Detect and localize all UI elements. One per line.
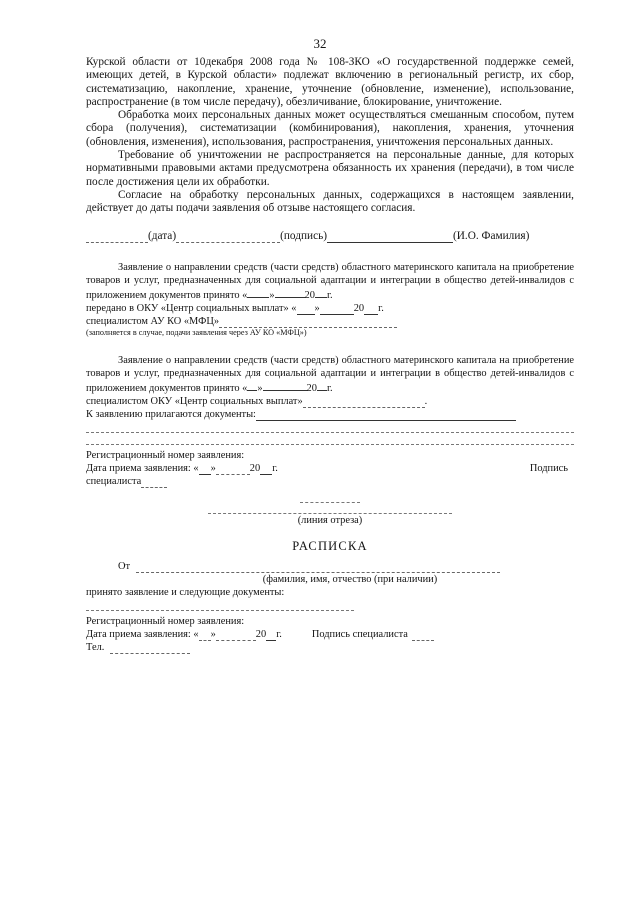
block2-year-field[interactable] xyxy=(317,380,327,391)
receipt-phone-field[interactable] xyxy=(110,643,190,654)
receipt-docs-line[interactable] xyxy=(86,599,354,611)
block1-year-suffix: г. xyxy=(326,289,333,301)
block1-note: (заполняется в случае, подачи заявления через АУ КО «МФЦ») xyxy=(86,327,307,337)
page-number: 32 xyxy=(313,36,327,51)
block1-transfer-quote: » xyxy=(314,302,320,314)
block1-month-field[interactable] xyxy=(275,287,305,298)
block1-transfer-label: передано в ОКУ «Центр социальных выплат» « xyxy=(86,302,297,314)
receipt-signature-label: Подпись специалиста xyxy=(311,628,408,640)
name-label: (И.О. Фамилия) xyxy=(453,229,530,242)
date-field[interactable] xyxy=(86,232,148,243)
receipt-date-year-suffix: г. xyxy=(276,628,282,640)
signature-label: (подпись) xyxy=(280,229,327,242)
block1-statement: Заявление о направлении средств (части средств) областного материнского капитала на приобретение товаров и услуг, предназначенных для социальной адаптации и интеграции в общество детей-инвалидов с приложением документов принято « xyxy=(86,261,574,301)
block2-date-year-suffix: г. xyxy=(272,462,278,474)
attached-docs-line-2[interactable] xyxy=(86,433,574,445)
block2-text xyxy=(86,354,574,395)
receipt-title: РАСПИСКА xyxy=(292,538,368,553)
receipt-phone-label: Тел. xyxy=(86,641,105,653)
block2-quote-close: » xyxy=(257,382,263,394)
paragraph-consent-scope: Курской области от 10декабря 2008 года № 108-ЗКО «О государственной поддержке семей, имеющих детей, в Курской области» подлежат включению в региональный регистр, их сбор, систематизацию, накопление, хранение, уточнение (обновление, изменение), использование, распространение (в том числе передачу), обезличивание, блокирование, уничтожение. xyxy=(86,56,574,108)
block2-reg-label: Регистрационный номер заявления: xyxy=(86,449,245,461)
block2-attached-field[interactable] xyxy=(256,410,516,421)
receipt-fio-hint: (фамилия, имя, отчество (при наличии) xyxy=(262,573,438,585)
mfc-acceptance-block xyxy=(86,261,574,338)
paragraph-processing-method: Обработка моих персональных данных может осуществляться смешанным способом, путем сбора (получения), систематизации (комбинирования), накопления, хранения, уточнения (обновления, изменения), использования, распространения, уничтожения персональных данных. xyxy=(86,109,574,148)
block2-date-month-field[interactable] xyxy=(216,464,250,475)
receipt-date-quote: » xyxy=(210,628,216,640)
block2-specialist-sign-row xyxy=(86,475,574,488)
block2-specialist-row: специалистом ОКУ «Центр социальных выплат» . xyxy=(86,395,428,407)
block1-transfer-year-prefix: 20 xyxy=(353,302,365,314)
receipt-date-year-field[interactable] xyxy=(266,630,276,641)
block2-attached-label: К заявлению прилагаются документы: xyxy=(86,408,256,420)
receipt-date-row xyxy=(86,628,574,641)
block1-year-field[interactable] xyxy=(315,287,327,298)
block2-signature-label: Подпись xyxy=(529,462,568,474)
block1-quote-close: » xyxy=(269,289,275,301)
block1-transfer-month-field[interactable] xyxy=(320,304,354,315)
block1-transfer-day-field[interactable] xyxy=(297,304,315,315)
signature-row xyxy=(86,230,574,243)
attached-docs-line-1[interactable] xyxy=(86,421,574,433)
cut-line-upper xyxy=(300,496,360,503)
receipt-signature-field[interactable] xyxy=(412,630,434,641)
block2-date-year-field[interactable] xyxy=(260,464,272,475)
block1-transfer-row xyxy=(86,302,574,315)
block2-specialist-sign-field[interactable] xyxy=(141,477,167,488)
receipt-accepted-label: принято заявление и следующие документы: xyxy=(86,586,285,598)
block2-specialist-label: специалистом ОКУ «Центр социальных выплат» xyxy=(86,395,303,407)
paragraph-destruction-requirement: Требование об уничтожении не распространяется на персональные данные, для которых нормативными правовыми актами предусмотрена обязанность их хранения (передачи), в том числе после достижения цели их обработки. xyxy=(86,149,574,188)
receipt-reg-row xyxy=(86,615,574,628)
block2-attached-row xyxy=(86,408,574,421)
block1-day-field[interactable] xyxy=(247,287,269,298)
block2-date-quote: » xyxy=(210,462,216,474)
receipt-from-label: От xyxy=(118,560,131,572)
document-body xyxy=(86,56,574,654)
block2-specialist-field[interactable] xyxy=(303,397,425,408)
signature-field[interactable] xyxy=(176,232,280,243)
block1-specialist-label: специалистом АУ КО «МФЦ» xyxy=(86,315,220,327)
block2-day-field[interactable] xyxy=(247,380,257,391)
block2-specialist-sign-label: специалиста xyxy=(86,475,142,487)
block2-reg-row xyxy=(86,449,574,462)
block2-date-row xyxy=(86,462,574,475)
cut-line-label: (линия отреза) xyxy=(297,514,363,526)
block2-statement: Заявление о направлении средств (части средств) областного материнского капитала на приобретение товаров и услуг, предназначенных для социальной адаптации и интеграции в общество детей-инвалидов с приложением документов принято « xyxy=(86,354,574,394)
receipt-reg-label: Регистрационный номер заявления: xyxy=(86,615,245,627)
block2-year-prefix: 20 xyxy=(306,382,317,394)
receipt-block xyxy=(86,539,574,654)
block2-month-field[interactable] xyxy=(263,380,307,391)
block1-transfer-year-suffix: г. xyxy=(378,302,384,314)
receipt-phone-row xyxy=(86,641,574,654)
block1-year-prefix: 20 xyxy=(304,289,315,301)
block1-text xyxy=(86,261,574,302)
receipt-date-label: Дата приема заявления: « xyxy=(86,628,199,640)
block2-date-label: Дата приема заявления: « xyxy=(86,462,199,474)
receipt-from-field[interactable] xyxy=(136,562,500,573)
block2-date-day-field[interactable] xyxy=(199,464,211,475)
block2-date-year-prefix: 20 xyxy=(249,462,261,474)
receipt-date-month-field[interactable] xyxy=(216,630,256,641)
cut-line-section xyxy=(86,496,574,527)
paragraph-consent-validity: Согласие на обработку персональных данных, содержащихся в настоящем заявлении, действует до даты подачи заявления об отзыве настоящего согласия. xyxy=(86,188,574,215)
cut-line xyxy=(208,507,452,514)
date-label: (дата) xyxy=(148,229,177,242)
block1-specialist-field[interactable] xyxy=(219,317,397,328)
name-field[interactable] xyxy=(327,232,453,243)
block1-transfer-year-field[interactable] xyxy=(364,304,378,315)
block2-year-suffix: г. xyxy=(326,382,333,394)
csv-acceptance-block xyxy=(86,354,574,488)
receipt-date-year-prefix: 20 xyxy=(255,628,267,640)
receipt-date-day-field[interactable] xyxy=(199,630,211,641)
block1-specialist-row xyxy=(86,315,574,328)
receipt-from-row xyxy=(86,560,574,573)
